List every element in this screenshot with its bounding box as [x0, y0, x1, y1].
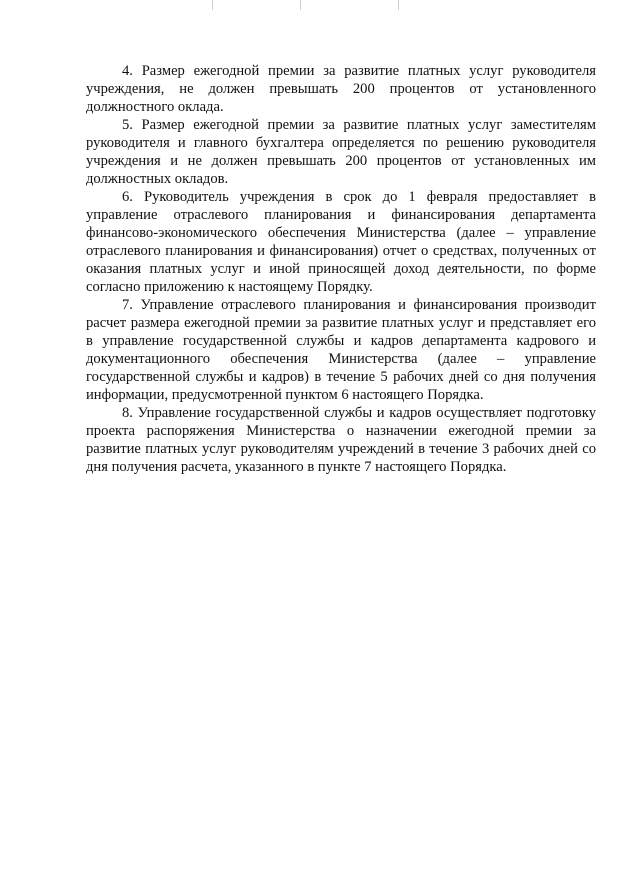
- paragraph-5: 5. Размер ежегодной премии за развитие платных услуг заместителям руководителя и главного бухгалтера определяется по решению руководителя учреждения и не должен превышать 200 процентов от установленных им должностных окладов.: [86, 117, 596, 187]
- paragraph-6: 6. Руководитель учреждения в срок до 1 февраля предоставляет в управление отраслевого планирования и финансирования департамента финансово-экономического обеспечения Министерства (далее – управление отраслевого планирования и финансирования) отчет о средствах, полученных от оказания платных услуг и иной приносящей доход деятельности, по форме согласно приложению к настоящему Порядку.: [86, 189, 596, 295]
- scan-edge-mark: [300, 0, 301, 10]
- document-body: [86, 62, 596, 476]
- paragraph-7: 7. Управление отраслевого планирования и финансирования производит расчет размера ежегодной премии за развитие платных услуг и представляет его в управление государственной службы и кадров департамента кадрового и документационного обеспечения Министерства (далее – управление государственной службы и кадров) в течение 5 рабочих дней со дня получения информации, предусмотренной пунктом 6 настоящего Порядка.: [86, 297, 596, 403]
- paragraph-4: 4. Размер ежегодной премии за развитие платных услуг руководителя учреждения, не должен превышать 200 процентов от установленного должностного оклада.: [86, 63, 596, 115]
- paragraph-8: 8. Управление государственной службы и кадров осуществляет подготовку проекта распоряжения Министерства о назначении ежегодной премии за развитие платных услуг руководителям учреждений в течение 3 рабочих дней со дня получения расчета, указанного в пункте 7 настоящего Порядка.: [86, 405, 596, 475]
- scan-edge-mark: [212, 0, 213, 10]
- scan-edge-mark: [398, 0, 399, 10]
